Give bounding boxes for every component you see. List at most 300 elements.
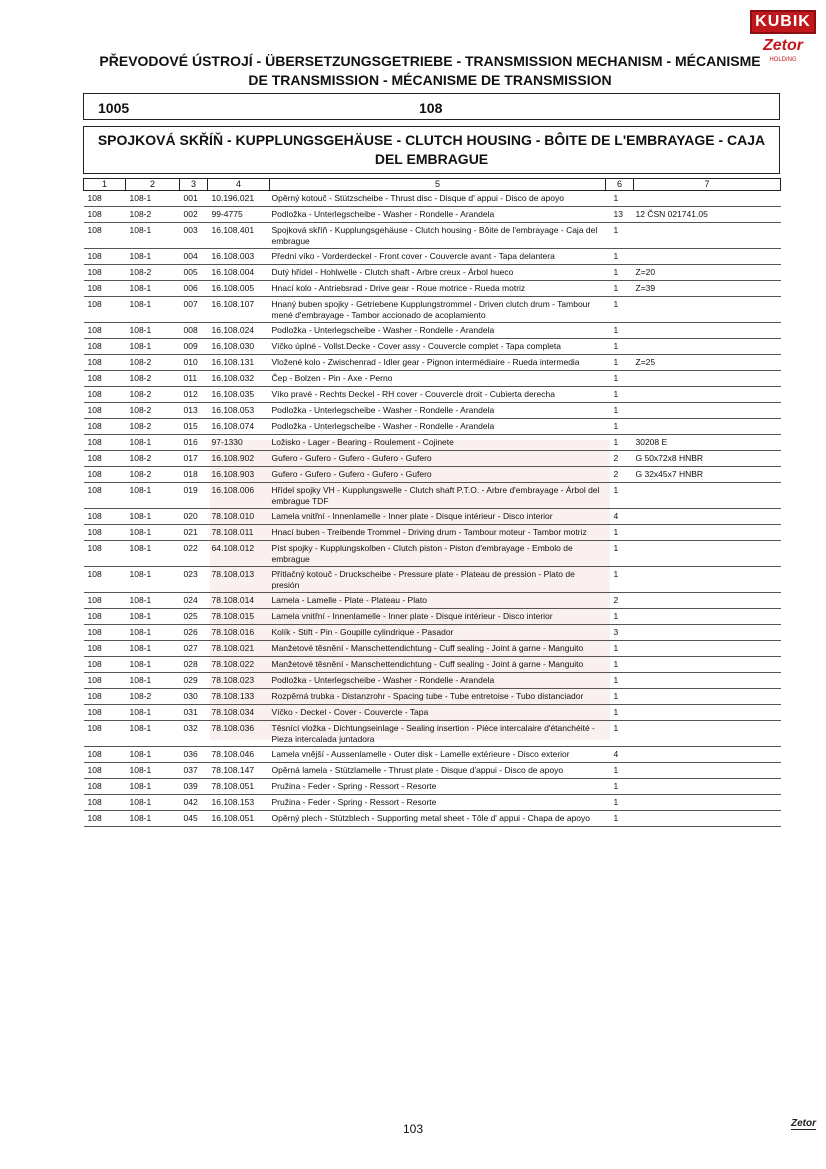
- table-row: [84, 451, 781, 467]
- table-cell: 016: [180, 435, 208, 451]
- table-cell: 108-1: [126, 721, 180, 747]
- table-cell: [634, 673, 781, 689]
- table-cell: 108-2: [126, 371, 180, 387]
- table-cell: [634, 567, 781, 593]
- table-cell: Spojková skříň - Kupplungsgehäuse - Clutch housing - Bôite de l'embrayage - Caja del embrague: [270, 223, 606, 249]
- table-cell: 036: [180, 747, 208, 763]
- table-row: [84, 593, 781, 609]
- table-cell: 30208 E: [634, 435, 781, 451]
- table-cell: 16.108.903: [208, 467, 270, 483]
- table-cell: [634, 387, 781, 403]
- table-row: [84, 641, 781, 657]
- table-cell: Rozpěrná trubka - Distanzrohr - Spacing tube - Tube entretoise - Tubo distanciador: [270, 689, 606, 705]
- table-cell: 026: [180, 625, 208, 641]
- table-cell: 032: [180, 721, 208, 747]
- table-cell: 1: [606, 297, 634, 323]
- column-header: 2: [126, 179, 180, 191]
- table-cell: 16.108.024: [208, 323, 270, 339]
- table-cell: 108-1: [126, 779, 180, 795]
- table-cell: Hřídel spojky VH - Kupplungswelle - Clutch shaft P.T.O. - Arbre d'embrayage - Árbol del embrague TDF: [270, 483, 606, 509]
- table-cell: 1: [606, 265, 634, 281]
- table-row: [84, 795, 781, 811]
- table-cell: 045: [180, 811, 208, 827]
- table-cell: 006: [180, 281, 208, 297]
- zetor-logo-text: Zetor: [763, 37, 803, 54]
- table-cell: 108-2: [126, 451, 180, 467]
- table-cell: 108-2: [126, 387, 180, 403]
- table-cell: 1: [606, 403, 634, 419]
- table-row: [84, 297, 781, 323]
- table-cell: Z=20: [634, 265, 781, 281]
- table-cell: Víčko úplné - Vollst.Decke - Cover assy - Couvercle complet - Tapa completa: [270, 339, 606, 355]
- table-cell: 1: [606, 795, 634, 811]
- table-cell: 108: [84, 609, 126, 625]
- table-cell: 16.108.051: [208, 811, 270, 827]
- table-cell: 1: [606, 567, 634, 593]
- table-cell: 108-1: [126, 249, 180, 265]
- table-cell: 1: [606, 371, 634, 387]
- table-cell: Podložka - Unterlegscheibe - Washer - Rondelle - Arandela: [270, 419, 606, 435]
- table-cell: 108: [84, 641, 126, 657]
- group-number: 1005: [98, 100, 130, 116]
- table-cell: [634, 721, 781, 747]
- parts-table-body: [84, 191, 781, 827]
- table-cell: 16.108.004: [208, 265, 270, 281]
- page-title: PŘEVODOVÉ ÚSTROJÍ - ÜBERSETZUNGSGETRIEBE - TRANSMISSION MECHANISM - MÉCANISME DE TRANSMISSION - MÉCANISME DE TRANSMISSION: [99, 53, 761, 88]
- table-cell: 108: [84, 567, 126, 593]
- table-cell: [634, 339, 781, 355]
- column-header: 4: [208, 179, 270, 191]
- table-cell: [634, 541, 781, 567]
- table-cell: 029: [180, 673, 208, 689]
- table-cell: 16.108.035: [208, 387, 270, 403]
- table-cell: 16.108.107: [208, 297, 270, 323]
- table-cell: 007: [180, 297, 208, 323]
- table-cell: 108-1: [126, 747, 180, 763]
- table-cell: 3: [606, 625, 634, 641]
- table-row: [84, 265, 781, 281]
- table-cell: 108-1: [126, 763, 180, 779]
- table-row: [84, 763, 781, 779]
- table-cell: 108-2: [126, 207, 180, 223]
- table-cell: 16.108.053: [208, 403, 270, 419]
- table-cell: 1: [606, 281, 634, 297]
- table-cell: Ložisko - Lager - Bearing - Roulement - Cojinete: [270, 435, 606, 451]
- table-cell: Opěrný kotouč - Stützscheibe - Thrust disc - Disque d' appui - Disco de apoyo: [270, 191, 606, 207]
- table-cell: Z=39: [634, 281, 781, 297]
- table-cell: 108: [84, 525, 126, 541]
- table-cell: Hnaný buben spojky - Getriebene Kupplungstrommel - Driven clutch drum - Tambour mené d'embrayage - Tambor accionado de acoplamiento: [270, 297, 606, 323]
- table-cell: 1: [606, 355, 634, 371]
- table-cell: Čep - Bolzen - Pin - Axe - Perno: [270, 371, 606, 387]
- table-cell: [634, 297, 781, 323]
- table-cell: 1: [606, 779, 634, 795]
- column-header: 6: [606, 179, 634, 191]
- table-cell: 108-1: [126, 795, 180, 811]
- table-row: [84, 705, 781, 721]
- table-row: [84, 625, 781, 641]
- table-cell: 108: [84, 223, 126, 249]
- table-cell: 1: [606, 609, 634, 625]
- table-cell: 004: [180, 249, 208, 265]
- table-cell: 78.108.010: [208, 509, 270, 525]
- table-cell: 108: [84, 297, 126, 323]
- table-cell: [634, 779, 781, 795]
- table-row: [84, 323, 781, 339]
- column-header: 7: [634, 179, 781, 191]
- table-cell: [634, 705, 781, 721]
- subgroup-number: 108: [419, 100, 443, 116]
- table-cell: 108: [84, 483, 126, 509]
- table-cell: Víčko - Deckel - Cover - Couvercle - Tapa: [270, 705, 606, 721]
- table-cell: 030: [180, 689, 208, 705]
- table-cell: 4: [606, 747, 634, 763]
- table-cell: 16.108.902: [208, 451, 270, 467]
- table-cell: 022: [180, 541, 208, 567]
- table-cell: 002: [180, 207, 208, 223]
- footer-zetor-logo: Zetor: [791, 1118, 816, 1129]
- table-row: [84, 541, 781, 567]
- table-cell: Pružina - Feder - Spring - Ressort - Resorte: [270, 779, 606, 795]
- table-cell: 108: [84, 265, 126, 281]
- table-cell: G 50x72x8 HNBR: [634, 451, 781, 467]
- table-cell: [634, 763, 781, 779]
- table-cell: 1: [606, 721, 634, 747]
- table-cell: Přítlačný kotouč - Druckscheibe - Pressure plate - Plateau de pression - Plato de presión: [270, 567, 606, 593]
- table-row: [84, 657, 781, 673]
- table-row: [84, 567, 781, 593]
- table-cell: 108: [84, 249, 126, 265]
- table-cell: 16.108.074: [208, 419, 270, 435]
- table-cell: 108-1: [126, 567, 180, 593]
- table-cell: Gufero - Gufero - Gufero - Gufero - Gufero: [270, 451, 606, 467]
- table-cell: 108-2: [126, 419, 180, 435]
- table-cell: Pružina - Feder - Spring - Ressort - Resorte: [270, 795, 606, 811]
- table-cell: 008: [180, 323, 208, 339]
- table-cell: 108: [84, 323, 126, 339]
- table-cell: 108-1: [126, 593, 180, 609]
- table-cell: 108-1: [126, 525, 180, 541]
- table-cell: 028: [180, 657, 208, 673]
- table-cell: 1: [606, 689, 634, 705]
- table-cell: Hnací kolo - Antriebsrad - Drive gear - Roue motrice - Rueda motriz: [270, 281, 606, 297]
- table-cell: 78.108.014: [208, 593, 270, 609]
- table-cell: 013: [180, 403, 208, 419]
- table-row: [84, 689, 781, 705]
- table-cell: 10.196.021: [208, 191, 270, 207]
- table-cell: 009: [180, 339, 208, 355]
- table-cell: 78.108.011: [208, 525, 270, 541]
- table-row: [84, 525, 781, 541]
- table-cell: 039: [180, 779, 208, 795]
- table-cell: 108: [84, 795, 126, 811]
- table-cell: 78.108.046: [208, 747, 270, 763]
- table-row: [84, 207, 781, 223]
- table-cell: 64.108.012: [208, 541, 270, 567]
- table-cell: 16.108.032: [208, 371, 270, 387]
- table-cell: 108-2: [126, 689, 180, 705]
- table-cell: 015: [180, 419, 208, 435]
- table-cell: 027: [180, 641, 208, 657]
- table-cell: 003: [180, 223, 208, 249]
- table-cell: 78.108.147: [208, 763, 270, 779]
- table-cell: 108-1: [126, 323, 180, 339]
- table-row: [84, 483, 781, 509]
- table-row: [84, 249, 781, 265]
- table-cell: 108: [84, 763, 126, 779]
- table-cell: [634, 525, 781, 541]
- table-cell: [634, 509, 781, 525]
- table-row: [84, 339, 781, 355]
- table-cell: 1: [606, 483, 634, 509]
- table-cell: 108-1: [126, 509, 180, 525]
- table-cell: 108-1: [126, 641, 180, 657]
- table-cell: 108: [84, 371, 126, 387]
- table-cell: 023: [180, 567, 208, 593]
- table-row: [84, 371, 781, 387]
- table-row: [84, 387, 781, 403]
- table-cell: 108: [84, 721, 126, 747]
- table-cell: 1: [606, 323, 634, 339]
- table-cell: 4: [606, 509, 634, 525]
- table-cell: 78.108.015: [208, 609, 270, 625]
- table-cell: 108-1: [126, 191, 180, 207]
- table-row: [84, 467, 781, 483]
- column-header: 3: [180, 179, 208, 191]
- table-cell: [634, 657, 781, 673]
- table-cell: 021: [180, 525, 208, 541]
- table-cell: 108: [84, 689, 126, 705]
- table-cell: 019: [180, 483, 208, 509]
- table-cell: 108: [84, 419, 126, 435]
- table-cell: 108: [84, 541, 126, 567]
- table-cell: 108-1: [126, 483, 180, 509]
- table-cell: Kolík - Stift - Pin - Goupille cylindrique - Pasador: [270, 625, 606, 641]
- table-cell: [634, 483, 781, 509]
- table-cell: Podložka - Unterlegscheibe - Washer - Rondelle - Arandela: [270, 207, 606, 223]
- table-row: [84, 435, 781, 451]
- table-row: [84, 355, 781, 371]
- table-cell: Podložka - Unterlegscheibe - Washer - Rondelle - Arandela: [270, 323, 606, 339]
- table-cell: 78.108.036: [208, 721, 270, 747]
- table-cell: 108: [84, 281, 126, 297]
- kubik-logo-text: KUBIK: [750, 10, 816, 34]
- table-cell: Dutý hřídel - Hohlwelle - Clutch shaft - Arbre creux - Árbol hueco: [270, 265, 606, 281]
- table-cell: [634, 323, 781, 339]
- table-cell: 1: [606, 419, 634, 435]
- table-cell: [634, 747, 781, 763]
- table-row: [84, 747, 781, 763]
- table-cell: 108-1: [126, 281, 180, 297]
- table-cell: [634, 795, 781, 811]
- table-cell: 16.108.030: [208, 339, 270, 355]
- table-cell: 16.108.003: [208, 249, 270, 265]
- table-cell: 108-2: [126, 403, 180, 419]
- table-cell: 16.108.401: [208, 223, 270, 249]
- table-cell: 010: [180, 355, 208, 371]
- table-row: [84, 419, 781, 435]
- table-cell: Z=25: [634, 355, 781, 371]
- table-cell: 1: [606, 191, 634, 207]
- table-cell: Přední víko - Vorderdeckel - Front cover - Couvercle avant - Tapa delantera: [270, 249, 606, 265]
- table-cell: 16.108.131: [208, 355, 270, 371]
- group-header-box: [83, 93, 780, 120]
- table-cell: 78.108.051: [208, 779, 270, 795]
- table-cell: Víko pravé - Rechts Deckel - RH cover - Couvercle droit - Cubierta derecha: [270, 387, 606, 403]
- table-cell: 2: [606, 467, 634, 483]
- table-cell: 1: [606, 705, 634, 721]
- table-cell: 108: [84, 435, 126, 451]
- table-cell: 108-1: [126, 811, 180, 827]
- table-cell: 108: [84, 673, 126, 689]
- table-cell: 108: [84, 509, 126, 525]
- table-cell: Vložené kolo - Zwischenrad - Idler gear - Pignon intermédiaire - Rueda intermedia: [270, 355, 606, 371]
- table-cell: 042: [180, 795, 208, 811]
- table-cell: 2: [606, 593, 634, 609]
- table-cell: Hnací buben - Treibende Trommel - Driving drum - Tambour moteur - Tambor motriz: [270, 525, 606, 541]
- table-cell: 108-1: [126, 673, 180, 689]
- table-row: [84, 811, 781, 827]
- parts-table: [83, 178, 781, 827]
- table-cell: [634, 625, 781, 641]
- table-cell: [634, 403, 781, 419]
- table-cell: 020: [180, 509, 208, 525]
- table-cell: 108: [84, 403, 126, 419]
- table-row: [84, 403, 781, 419]
- table-cell: 108: [84, 657, 126, 673]
- table-cell: 78.108.022: [208, 657, 270, 673]
- table-cell: 108-1: [126, 541, 180, 567]
- table-cell: 1: [606, 541, 634, 567]
- column-header: 1: [84, 179, 126, 191]
- table-cell: 16.108.005: [208, 281, 270, 297]
- table-cell: Lamela vnitřní - Innenlamelle - Inner plate - Disque intérieur - Disco interior: [270, 509, 606, 525]
- table-cell: 108-2: [126, 467, 180, 483]
- table-cell: 108-2: [126, 265, 180, 281]
- table-cell: Opěrný plech - Stützblech - Supporting metal sheet - Tôle d' appui - Chapa de apoyo: [270, 811, 606, 827]
- table-cell: 108: [84, 355, 126, 371]
- table-cell: Lamela vnitřní - Innenlamelle - Inner plate - Disque intérieur - Disco interior: [270, 609, 606, 625]
- table-row: [84, 281, 781, 297]
- table-cell: [634, 641, 781, 657]
- table-cell: 1: [606, 811, 634, 827]
- table-cell: Lamela - Lamelle - Plate - Plateau - Plato: [270, 593, 606, 609]
- table-cell: 108: [84, 387, 126, 403]
- table-cell: 025: [180, 609, 208, 625]
- table-cell: 78.108.013: [208, 567, 270, 593]
- table-cell: 1: [606, 641, 634, 657]
- table-cell: 017: [180, 451, 208, 467]
- table-cell: Gufero - Gufero - Gufero - Gufero - Gufero: [270, 467, 606, 483]
- table-cell: 108: [84, 593, 126, 609]
- table-cell: 108-1: [126, 339, 180, 355]
- table-cell: [634, 609, 781, 625]
- table-cell: Manžetové těsnění - Manschettendichtung - Cuff sealing - Joint à garne - Manguito: [270, 657, 606, 673]
- table-row: [84, 509, 781, 525]
- table-cell: 108: [84, 705, 126, 721]
- table-cell: G 32x45x7 HNBR: [634, 467, 781, 483]
- table-cell: 108-1: [126, 435, 180, 451]
- table-cell: 001: [180, 191, 208, 207]
- table-cell: 1: [606, 525, 634, 541]
- table-cell: 78.108.034: [208, 705, 270, 721]
- table-row: [84, 673, 781, 689]
- table-cell: 108: [84, 207, 126, 223]
- table-row: [84, 779, 781, 795]
- table-cell: [634, 249, 781, 265]
- table-cell: 1: [606, 339, 634, 355]
- table-cell: 108: [84, 467, 126, 483]
- table-cell: [634, 371, 781, 387]
- table-row: [84, 223, 781, 249]
- table-cell: [634, 689, 781, 705]
- page-number: 103: [402, 1122, 424, 1136]
- table-cell: [634, 223, 781, 249]
- table-row: [84, 721, 781, 747]
- table-cell: 108-1: [126, 625, 180, 641]
- table-cell: 031: [180, 705, 208, 721]
- table-cell: 018: [180, 467, 208, 483]
- table-cell: 108-2: [126, 355, 180, 371]
- zetor-logo-subtext: HOLDING: [769, 57, 797, 63]
- table-cell: 78.108.023: [208, 673, 270, 689]
- table-cell: [634, 191, 781, 207]
- table-cell: 108: [84, 811, 126, 827]
- table-cell: 108: [84, 339, 126, 355]
- table-cell: 108-1: [126, 705, 180, 721]
- table-cell: 108-1: [126, 223, 180, 249]
- table-cell: 99-4775: [208, 207, 270, 223]
- table-cell: 108-1: [126, 297, 180, 323]
- table-cell: 012: [180, 387, 208, 403]
- table-row: [84, 609, 781, 625]
- section-title: SPOJKOVÁ SKŘÍŇ - KUPPLUNGSGEHÄUSE - CLUTCH HOUSING - BÔITE DE L'EMBRAYAGE - CAJA DEL EMBRAGUE: [83, 126, 780, 174]
- table-cell: 12 ČSN 021741.05: [634, 207, 781, 223]
- table-cell: 1: [606, 387, 634, 403]
- table-cell: 1: [606, 223, 634, 249]
- table-header-row: [84, 179, 781, 191]
- table-cell: 1: [606, 673, 634, 689]
- table-cell: 1: [606, 763, 634, 779]
- table-cell: 108: [84, 779, 126, 795]
- table-cell: 011: [180, 371, 208, 387]
- table-cell: 037: [180, 763, 208, 779]
- table-cell: Píst spojky - Kupplungskolben - Clutch piston - Piston d'embrayage - Embolo de embrague: [270, 541, 606, 567]
- table-cell: 16.108.153: [208, 795, 270, 811]
- table-cell: 78.108.133: [208, 689, 270, 705]
- table-cell: Lamela vnější - Aussenlamelle - Outer disk - Lamelle extérieure - Disco exterior: [270, 747, 606, 763]
- table-cell: [634, 811, 781, 827]
- column-header: 5: [270, 179, 606, 191]
- table-cell: Opěrná lamela - Stützlamelle - Thrust plate - Disque d'appui - Disco de apoyo: [270, 763, 606, 779]
- table-cell: 108-1: [126, 609, 180, 625]
- table-cell: 78.108.016: [208, 625, 270, 641]
- table-cell: Manžetové těsnění - Manschettendichtung - Cuff sealing - Joint à garne - Manguito: [270, 641, 606, 657]
- table-cell: 024: [180, 593, 208, 609]
- table-cell: 108: [84, 451, 126, 467]
- table-cell: 1: [606, 657, 634, 673]
- table-cell: 1: [606, 435, 634, 451]
- table-cell: 13: [606, 207, 634, 223]
- table-cell: [634, 419, 781, 435]
- table-cell: Podložka - Unterlegscheibe - Washer - Rondelle - Arandela: [270, 403, 606, 419]
- table-cell: 108-1: [126, 657, 180, 673]
- table-cell: [634, 593, 781, 609]
- table-cell: 97-1330: [208, 435, 270, 451]
- table-row: [84, 191, 781, 207]
- table-cell: Podložka - Unterlegscheibe - Washer - Rondelle - Arandela: [270, 673, 606, 689]
- table-cell: 005: [180, 265, 208, 281]
